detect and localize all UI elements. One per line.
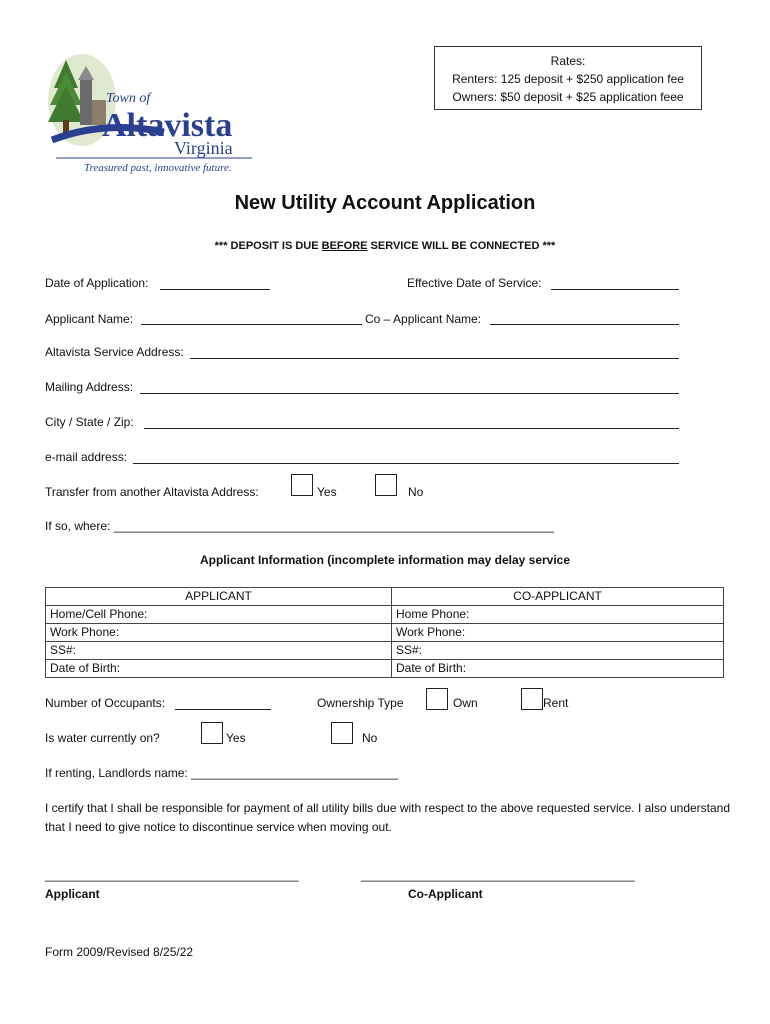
applicant-signature-label: Applicant <box>45 887 100 901</box>
if-so-where[interactable]: If so, where: __________________________________________________________________ <box>45 519 555 533</box>
rent-label: Rent <box>543 696 569 710</box>
co-applicant-home-phone[interactable]: Home Phone: <box>392 606 724 624</box>
table-row <box>46 624 724 642</box>
co-applicant-work-phone[interactable]: Work Phone: <box>392 624 724 642</box>
mailing-address-label: Mailing Address: <box>45 380 134 394</box>
applicant-work-phone[interactable]: Work Phone: <box>46 624 392 642</box>
applicant-name-label: Applicant Name: <box>45 312 134 326</box>
ownership-type-label: Ownership Type <box>317 696 404 710</box>
transfer-no-checkbox[interactable] <box>375 474 397 496</box>
effective-date-field[interactable] <box>551 289 679 290</box>
mailing-address-field[interactable] <box>140 393 679 394</box>
rates-owners: Owners: $50 deposit + $25 application feee <box>452 90 684 104</box>
rent-checkbox[interactable] <box>521 688 543 710</box>
email-field[interactable] <box>133 463 679 464</box>
applicant-signature-line[interactable]: ______________________________________ <box>45 868 299 882</box>
water-no-label: No <box>362 731 378 745</box>
occupants-label: Number of Occupants: <box>45 696 166 710</box>
date-of-application-label: Date of Application: <box>45 276 149 290</box>
applicant-column-header: APPLICANT <box>46 588 392 606</box>
rates-renters: Renters: 125 deposit + $250 application fee <box>452 72 684 86</box>
form-revision-footer: Form 2009/Revised 8/25/22 <box>45 945 194 959</box>
co-applicant-signature-line[interactable]: _________________________________________ <box>361 868 635 882</box>
transfer-no-label: No <box>408 485 424 499</box>
deposit-notice <box>0 240 770 252</box>
co-applicant-name-label: Co – Applicant Name: <box>365 312 482 326</box>
water-on-label: Is water currently on? <box>45 731 160 745</box>
co-applicant-ssn[interactable]: SS#: <box>392 642 724 660</box>
transfer-yes-checkbox[interactable] <box>291 474 313 496</box>
table-header-row <box>46 588 724 606</box>
date-of-application-field[interactable] <box>160 289 270 290</box>
notice-prefix: *** DEPOSIT IS DUE <box>214 240 322 252</box>
landlord-name[interactable]: If renting, Landlords name: _______________________________ <box>45 766 398 780</box>
town-logo <box>44 50 264 175</box>
logo-town-of: Town of <box>106 91 151 106</box>
rates-heading: Rates: <box>550 54 586 68</box>
notice-emphasis: BEFORE <box>321 240 368 252</box>
effective-date-label: Effective Date of Service: <box>407 276 542 290</box>
water-no-checkbox[interactable] <box>331 722 353 744</box>
table-row <box>46 660 724 678</box>
occupants-field[interactable] <box>175 709 271 710</box>
applicant-info-table <box>45 587 724 678</box>
certification-text: I certify that I shall be responsible for payment of all utility bills due with respect to the above requested service. I also understand that I need to give notice to discontinue service when moving out. <box>45 801 731 834</box>
service-address-field[interactable] <box>190 358 679 359</box>
city-state-zip-label: City / State / Zip: <box>45 415 134 429</box>
applicant-home-phone[interactable]: Home/Cell Phone: <box>46 606 392 624</box>
co-applicant-dob[interactable]: Date of Birth: <box>392 660 724 678</box>
applicant-name-field[interactable] <box>141 324 362 325</box>
rates-box <box>434 46 702 110</box>
water-yes-checkbox[interactable] <box>201 722 223 744</box>
own-label: Own <box>453 696 478 710</box>
form-title: New Utility Account Application <box>234 192 536 214</box>
logo-name: Altavista <box>102 107 233 144</box>
applicant-ssn[interactable]: SS#: <box>46 642 392 660</box>
transfer-label: Transfer from another Altavista Address: <box>45 485 259 499</box>
logo-state: Virginia <box>174 138 233 158</box>
co-applicant-name-field[interactable] <box>490 324 679 325</box>
service-address-label: Altavista Service Address: <box>45 345 184 359</box>
notice-suffix: SERVICE WILL BE CONNECTED *** <box>367 240 556 252</box>
own-checkbox[interactable] <box>426 688 448 710</box>
applicant-dob[interactable]: Date of Birth: <box>46 660 392 678</box>
email-label: e-mail address: <box>45 450 128 464</box>
town-logo-graphic <box>44 50 264 175</box>
table-row <box>46 606 724 624</box>
city-state-zip-field[interactable] <box>144 428 679 429</box>
co-applicant-signature-label: Co-Applicant <box>408 887 483 901</box>
applicant-info-heading: Applicant Information (incomplete information may delay service <box>199 553 571 567</box>
water-yes-label: Yes <box>226 731 246 745</box>
logo-tagline: Treasured past, innovative future. <box>84 162 232 174</box>
table-row <box>46 642 724 660</box>
co-applicant-column-header: CO-APPLICANT <box>392 588 724 606</box>
transfer-yes-label: Yes <box>317 485 337 499</box>
